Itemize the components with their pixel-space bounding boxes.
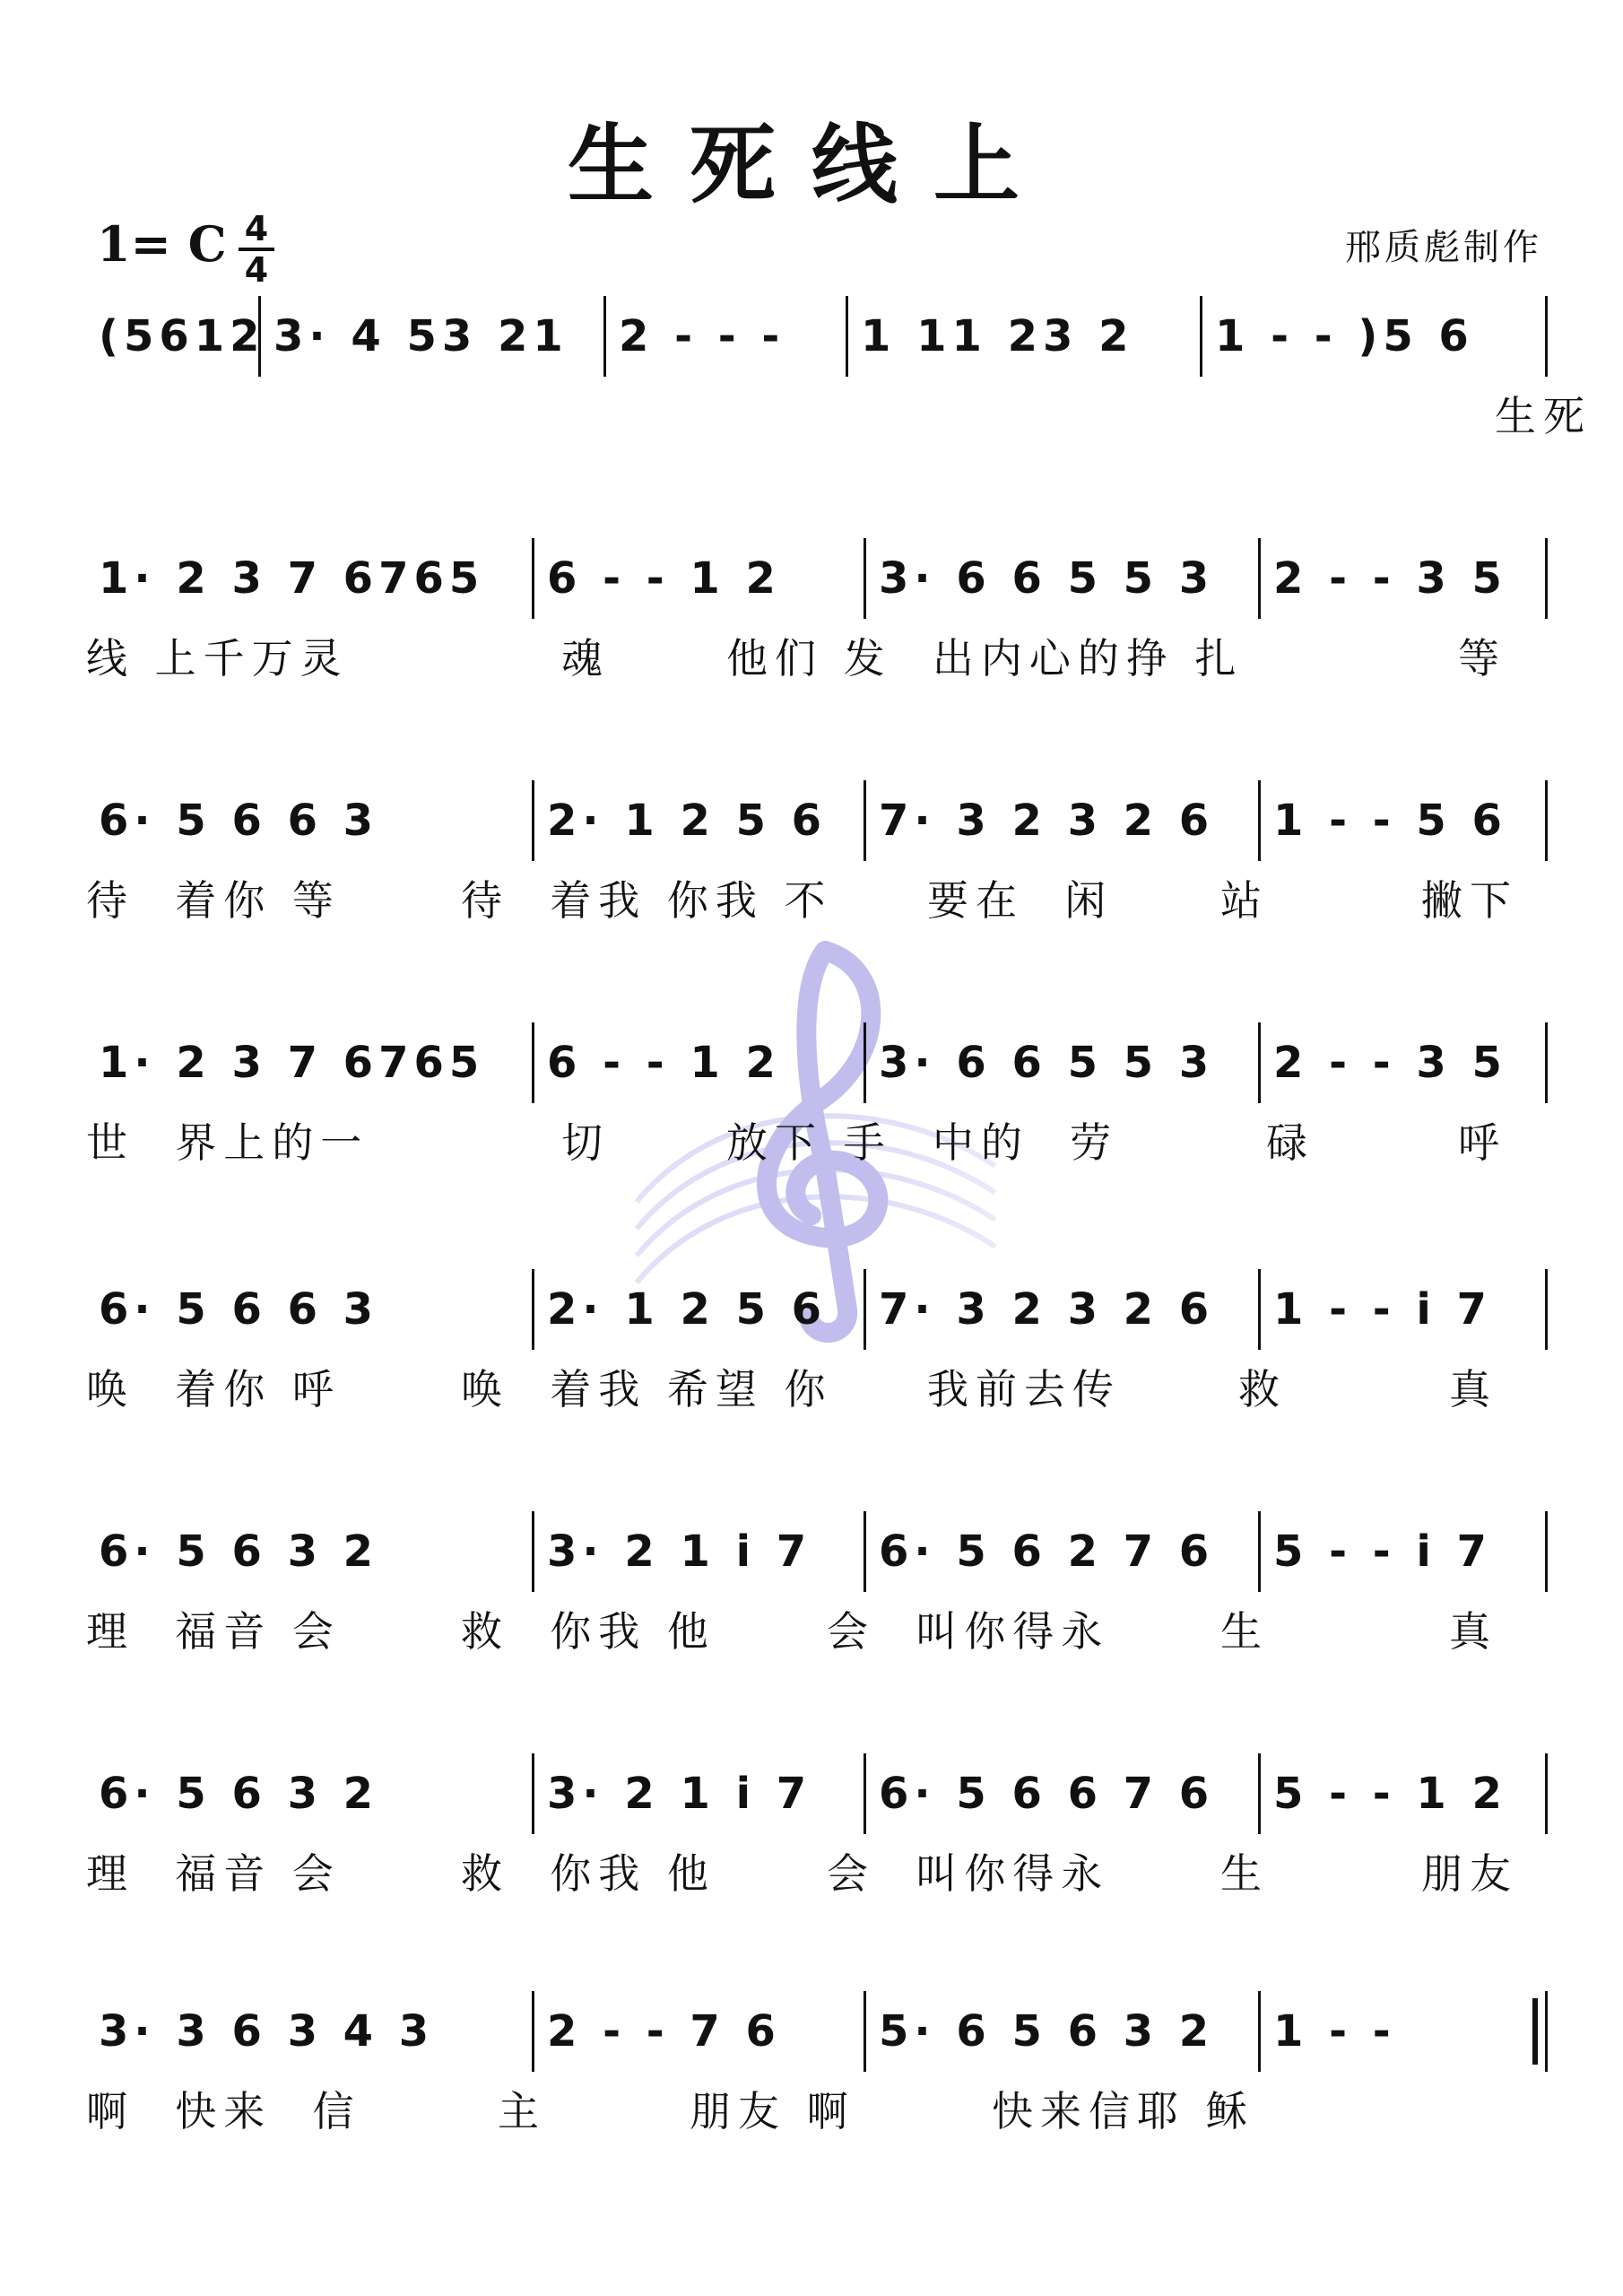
score-system — [86, 538, 1548, 698]
measure: 7· 3 2 3 2 6 — [866, 1269, 1261, 1350]
song-title: 生死线上 — [568, 115, 1055, 215]
measure: 6· 5 6 6 3 — [86, 780, 534, 861]
lyric-text: 救 你我 他 — [461, 1849, 716, 1898]
score-system — [86, 296, 1592, 456]
measure: 1 - - — [1261, 1991, 1548, 2072]
notes-row — [86, 1753, 1548, 1834]
lyrics-row — [86, 1110, 1548, 1182]
measure: 1· 2 3 7 6765 — [86, 538, 534, 619]
measure: 3· 4 53 21 — [261, 296, 606, 377]
measure: 3· 6 6 5 5 3 — [866, 1022, 1261, 1103]
measure: 2· 1 2 5 6 — [534, 1269, 866, 1350]
lyric-text: 切 — [561, 1118, 610, 1167]
measure: 7· 3 2 3 2 6 — [866, 780, 1261, 861]
lyric-text: 唤 着你 呼 — [86, 1365, 341, 1413]
measure: 3· 3 6 3 4 3 — [86, 1991, 534, 2072]
arranger-credit: 邢质彪制作 — [1345, 227, 1542, 268]
measure: 2 - - - — [606, 296, 848, 377]
notes-row — [86, 1511, 1548, 1592]
lyric-text: 理 福音 会 — [86, 1607, 341, 1656]
time-signature — [235, 209, 278, 290]
lyric-text: 撇下 — [1421, 876, 1518, 925]
lyric-text: 朋友 — [1421, 1849, 1518, 1898]
lyric-text: 我前去传 — [927, 1365, 1121, 1413]
lyric-text: 生死 — [1495, 392, 1592, 440]
measure: 1 11 23 2 — [848, 296, 1202, 377]
notes-row — [86, 1022, 1548, 1103]
score-system — [86, 1991, 1548, 2151]
lyric-text: 待 着你 等 — [86, 876, 341, 925]
lyric-text: 会 叫你得永 — [827, 1607, 1110, 1656]
measure: 6· 5 6 6 7 6 — [866, 1753, 1261, 1834]
lyrics-row — [86, 2079, 1548, 2151]
lyric-text: 他们 发 出内心的挣 扎 — [726, 634, 1244, 683]
lyric-text: 生 — [1220, 1607, 1269, 1656]
lyric-text: 理 福音 会 — [86, 1849, 341, 1898]
measure: 5· 6 5 6 3 2 — [866, 1991, 1261, 2072]
measure: 3· 2 1 i 7 — [534, 1511, 866, 1592]
lyric-text: 救 你我 他 — [461, 1607, 716, 1656]
measure: 6 - - 1 2 — [534, 538, 866, 619]
lyrics-row — [86, 868, 1548, 940]
score-system — [86, 1269, 1548, 1429]
lyric-text: 真 — [1449, 1607, 1497, 1656]
measure: 1 - - i 7 — [1261, 1269, 1548, 1350]
lyric-text: 快来信耶 稣 — [992, 2087, 1254, 2135]
lyric-text: 唤 着我 希望 你 — [461, 1365, 833, 1413]
lyric-text: 世 界上的一 — [86, 1118, 369, 1167]
measure: 2· 1 2 5 6 — [534, 780, 866, 861]
lyric-text: 救 — [1238, 1365, 1287, 1413]
lyric-text: 呼 — [1458, 1118, 1506, 1167]
measure: 1· 2 3 7 6765 — [86, 1022, 534, 1103]
measure: 6· 5 6 6 3 — [86, 1269, 534, 1350]
lyric-text: 主 — [498, 2087, 546, 2135]
measure: 6· 5 6 2 7 6 — [866, 1511, 1261, 1592]
score-system — [86, 1022, 1548, 1182]
notes-row — [86, 1269, 1548, 1350]
lyric-text: 碌 — [1266, 1118, 1315, 1167]
measure: 3· 6 6 5 5 3 — [866, 538, 1261, 619]
lyric-text: 朋友 啊 — [690, 2087, 855, 2135]
measure: 1 - - )5 6 — [1202, 296, 1548, 377]
measure: (5612 — [86, 296, 261, 377]
lyric-text: 等 — [1458, 634, 1506, 683]
notes-row — [86, 1991, 1548, 2072]
lyric-text: 真 — [1449, 1365, 1497, 1413]
measure: 2 - - 7 6 — [534, 1991, 866, 2072]
measure: 2 - - 3 5 — [1261, 538, 1548, 619]
notes-row — [86, 296, 1548, 377]
score-system — [86, 780, 1548, 940]
lyrics-row — [86, 384, 1592, 456]
lyric-text: 啊 快来 信 — [86, 2087, 361, 2135]
measure: 5 - - i 7 — [1261, 1511, 1548, 1592]
notes-row — [86, 780, 1548, 861]
measure: 3· 2 1 i 7 — [534, 1753, 866, 1834]
lyrics-row — [86, 1841, 1548, 1913]
measure: 5 - - 1 2 — [1261, 1753, 1548, 1834]
lyric-text: 站 — [1220, 876, 1269, 925]
lyric-text: 待 着我 你我 不 — [461, 876, 833, 925]
measure: 2 - - 3 5 — [1261, 1022, 1548, 1103]
meter-bottom: 4 — [244, 250, 269, 290]
key-signature: 1= C — [97, 215, 227, 273]
score-system — [86, 1511, 1548, 1671]
measure: 6· 5 6 3 2 — [86, 1753, 534, 1834]
lyrics-row — [86, 626, 1548, 698]
lyric-text: 线 上千万灵 — [86, 634, 349, 683]
measure: 1 - - 5 6 — [1261, 780, 1548, 861]
meter-top: 4 — [244, 209, 269, 248]
lyrics-row — [86, 1599, 1548, 1671]
notes-row — [86, 538, 1548, 619]
lyric-text: 放下 手 中的 劳 — [726, 1118, 1119, 1167]
measure: 6 - - 1 2 — [534, 1022, 866, 1103]
lyric-text: 魂 — [561, 634, 610, 683]
lyrics-row — [86, 1357, 1548, 1429]
lyric-text: 要在 闲 — [927, 876, 1114, 925]
lyric-text: 生 — [1220, 1849, 1269, 1898]
measure: 6· 5 6 3 2 — [86, 1511, 534, 1592]
score-system — [86, 1753, 1548, 1913]
lyric-text: 会 叫你得永 — [827, 1849, 1110, 1898]
